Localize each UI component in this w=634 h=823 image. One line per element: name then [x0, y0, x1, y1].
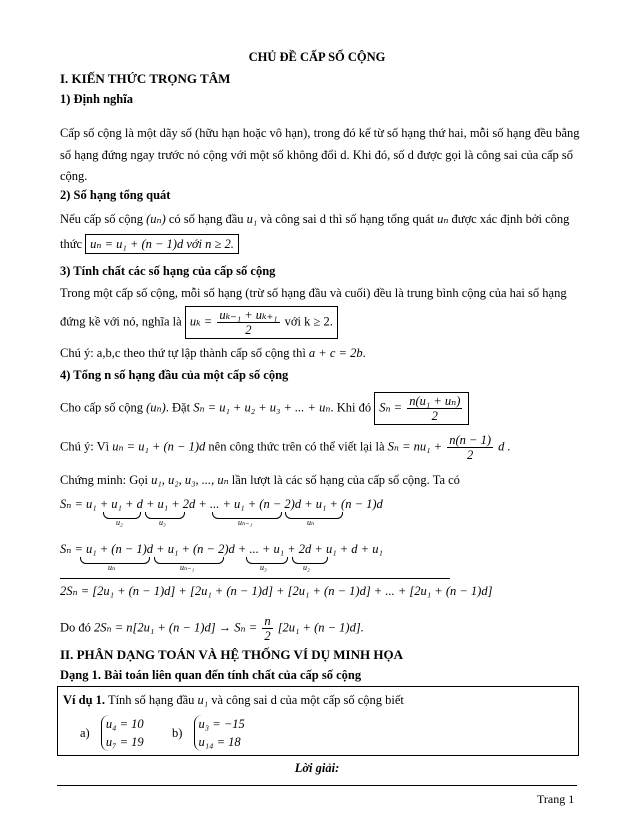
fraction: [262, 614, 272, 643]
formula-condition: với k ≥ 2.: [284, 314, 333, 329]
math-un: uₙ: [437, 212, 449, 226]
math-relation: a + c = 2b: [308, 346, 363, 360]
property-line-1: Trong một cấp số cộng, mỗi số hạng (trừ số hạng đầu và cuối) đều là trung bình cộng của hai số hạng: [60, 286, 567, 300]
math-sum-def: Sₙ = u₁ + u₂ + u₃ + ... + uₙ: [193, 400, 331, 415]
numerator: uₖ₋₁ + uₖ₊₁: [219, 308, 278, 322]
section-heading-2: II. PHÂN DẠNG TOÁN VÀ HỆ THỐNG VÍ DỤ MINH HỌA: [60, 647, 403, 662]
brace-label: u₃: [260, 563, 267, 572]
text: và công sai d của một cấp số cộng biết: [211, 693, 404, 707]
equation: u₃ = −15: [198, 717, 245, 731]
definition-line-2: số hạng đứng ngay trước nó cộng với một số không đổi d. Khi đó, số d được gọi là công sai của cấp số: [60, 148, 574, 162]
formula-lhs: uₖ =: [189, 314, 213, 329]
proof-intro: [60, 472, 460, 488]
subheading-property: 3) Tính chất các số hạng của cấp số cộng: [60, 264, 276, 278]
text: . Khi đó: [330, 400, 372, 415]
note-1: [60, 346, 366, 361]
part-label: b): [172, 725, 183, 740]
equation-system: [194, 715, 245, 751]
text: lần lượt là các số hạng của cấp số cộng. Ta có: [231, 473, 460, 487]
math: uₙ = u₁ + (n − 1)d: [112, 439, 206, 454]
footer-rule: [57, 785, 577, 786]
part-label: a): [80, 725, 90, 740]
text: có số hạng đầu: [168, 212, 244, 226]
subheading-definition: 1) Định nghĩa: [60, 92, 133, 106]
text: .: [362, 346, 366, 360]
property-formula-box: [185, 306, 338, 339]
brace-label: u₂: [303, 563, 310, 572]
text: Do đó: [60, 620, 91, 635]
fraction: [447, 433, 493, 462]
brace-label: uₙ: [307, 518, 315, 527]
fraction: [217, 308, 279, 337]
brace-label: uₙ₋₁: [238, 518, 253, 527]
sum-formula-box: [374, 392, 469, 425]
math: d .: [498, 439, 511, 454]
brace-label: u₃: [159, 518, 166, 527]
underbrace: [246, 557, 288, 564]
equation-3: 2Sₙ = [2u₁ + (n − 1)d] + [2u₁ + (n − 1)d] + [2u₁ + (n − 1)d] + ... + [2u₁ + (n − 1)d]: [60, 584, 493, 598]
subheading-general-term: 2) Số hạng tổng quát: [60, 188, 171, 202]
definition-line-3: cộng.: [60, 169, 88, 183]
denominator: 2: [466, 448, 474, 462]
brace-label: uₙ₋₁: [180, 563, 195, 572]
numerator: n(n − 1): [449, 433, 491, 447]
note-2: [60, 433, 511, 462]
math: u₁, u₂, u₃, ..., uₙ: [151, 473, 229, 487]
text: Cho cấp số cộng: [60, 400, 143, 415]
text: Tính số hạng đầu: [107, 693, 195, 707]
section-heading-1: I. KIẾN THỨC TRỌNG TÂM: [60, 71, 231, 86]
equation: u₁₄ = 18: [198, 735, 241, 749]
subheading-sum: 4) Tổng n số hạng đầu của một cấp số cộng: [60, 368, 289, 382]
sum-line: [60, 392, 469, 425]
text: nên công thức trên có thể viết lại là: [208, 439, 385, 454]
math: [2u₁ + (n − 1)d].: [277, 620, 364, 635]
equation-2: Sₙ = u₁ + (n − 1)d + u₁ + (n − 2)d + ... + u₁ + 2d + u₁ + d + u₁: [60, 542, 383, 556]
text: và công sai d thì số hạng tổng quát: [260, 212, 434, 226]
brace-label: uₙ: [108, 563, 116, 572]
general-term-formula-box: uₙ = u₁ + (n − 1)d với n ≥ 2.: [85, 234, 239, 254]
math-sequence: (uₙ): [146, 400, 166, 415]
equation-system: [101, 715, 144, 751]
equation-1: Sₙ = u₁ + u₁ + d + u₁ + 2d + ... + u₁ + (n − 2)d + u₁ + (n − 1)d: [60, 497, 383, 511]
math-u1: u₁: [246, 212, 258, 226]
numerator: n: [264, 614, 271, 628]
page-number: Trang 1: [537, 792, 575, 806]
equation: u₇ = 19: [105, 735, 144, 749]
math-u1: u₁: [197, 693, 209, 707]
math-sequence: (uₙ): [146, 212, 166, 226]
numerator: n(u₁ + uₙ): [409, 394, 461, 408]
general-term-line-1: [60, 211, 569, 227]
text: Chú ý: a,b,c theo thứ tự lập thành cấp số cộng thì: [60, 346, 306, 360]
text: Chú ý: Vì: [60, 439, 110, 454]
denominator: 2: [264, 629, 271, 643]
brace-label: u₂: [116, 518, 123, 527]
text: được xác định bởi công: [451, 212, 570, 226]
text: Chứng minh: Gọi: [60, 473, 149, 487]
formula-lhs: Sₙ =: [379, 400, 403, 415]
property-line-2: [60, 306, 338, 339]
part-b: [172, 715, 245, 751]
example-box: [57, 686, 579, 756]
example-label: Ví dụ 1.: [63, 693, 106, 707]
definition-line-1: Cấp số cộng là một dãy số (hữu hạn hoặc vô hạn), trong đó kể từ số hạng thứ hai, mỗi số hạng đều bằng: [60, 126, 580, 140]
text: thức: [60, 237, 83, 251]
equation: u₄ = 10: [105, 717, 144, 731]
fraction: [407, 394, 462, 423]
solution-heading: Lời giải:: [294, 761, 340, 775]
denominator: 2: [431, 409, 438, 423]
sum-divider: [60, 578, 450, 579]
conclusion: [60, 614, 364, 643]
part-a: [80, 715, 144, 751]
type-heading-1: Dạng 1. Bài toán liên quan đến tính chất của cấp số cộng: [60, 668, 362, 682]
general-term-line-2: [60, 234, 239, 254]
text: . Đặt: [165, 400, 191, 415]
underbrace: [292, 557, 328, 564]
text: đứng kề với nó, nghĩa là: [60, 314, 182, 329]
example-prompt: [63, 693, 404, 708]
denominator: 2: [245, 323, 252, 337]
doc-title: CHỦ ĐỀ CẤP SỐ CỘNG: [248, 50, 386, 64]
text: Nếu cấp số cộng: [60, 212, 143, 226]
math: 2Sₙ = n[2u₁ + (n − 1)d] → Sₙ =: [94, 620, 258, 635]
math: Sₙ = nu₁ +: [387, 439, 443, 454]
